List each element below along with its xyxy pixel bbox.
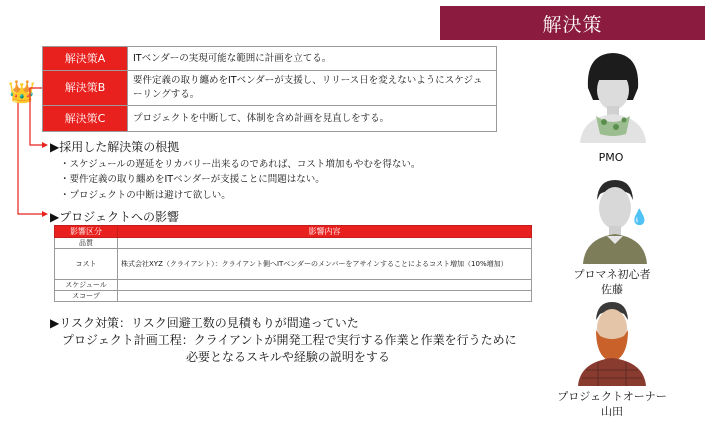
rationale-bullet-2: ・要件定義の取り纏めをITベンダーが支援ことに問題はない。 xyxy=(60,174,325,185)
crown-icon: 👑 xyxy=(8,80,36,105)
risk-line-3: 必要となるスキルや経験の説明をする xyxy=(186,350,390,364)
impact-content: 株式会社XYZ（クライアント）：クライアント側へITベンダーのメンバーをアサインすることによるコスト増加（10%増加） xyxy=(118,249,532,280)
yamada-name-text: プロジェクトオーナー 山田 xyxy=(557,390,667,418)
solution-text-c: プロジェクトを中断して、体制を含め計画を見直しをする。 xyxy=(128,106,497,132)
impact-category: コスト xyxy=(55,249,118,280)
yamada-name xyxy=(547,389,677,419)
pmo-avatar xyxy=(578,48,648,143)
solution-label-a: 解決策A xyxy=(43,47,128,71)
impact-header-content: 影響内容 xyxy=(118,226,532,238)
impact-content xyxy=(118,291,532,302)
rationale-bullet-1: ・スケジュールの遅延をリカバリー出来るのであれば、コスト増加もやむを得ない。 xyxy=(60,159,421,170)
impact-category: スケジュール xyxy=(55,280,118,291)
impact-category: スコープ xyxy=(55,291,118,302)
arrowhead-impact xyxy=(42,211,48,217)
risk-line-2: プロジェクト計画工程：クライアントが開発工程で実行する作業と作業を行うために xyxy=(62,333,517,347)
solution-text-a: ITベンダーの実現可能な範囲に計画を立てる。 xyxy=(128,47,497,71)
sato-name xyxy=(547,267,677,297)
sato-name-text: プロマネ初心者 佐藤 xyxy=(573,268,651,296)
solution-label-c: 解決策C xyxy=(43,106,128,132)
impact-header-row xyxy=(55,226,532,238)
rationale-bullet-3: ・プロジェクトの中断は避けて欲しい。 xyxy=(60,190,231,201)
impact-title: ▶プロジェクトへの影響 xyxy=(50,210,179,224)
risk-line-1: ▶リスク対策：リスク回避工数の見積もりが間違っていた xyxy=(50,316,359,330)
impact-row xyxy=(55,249,532,280)
solution-text-b: 要件定義の取り纏めをITベンダーが支援し、リリース日を変えないようにスケジューリングする。 xyxy=(128,71,497,106)
impact-header-category: 影響区分 xyxy=(55,226,118,238)
impact-content xyxy=(118,280,532,291)
impact-row xyxy=(55,291,532,302)
rationale-title: ▶採用した解決策の根拠 xyxy=(50,140,180,154)
impact-content xyxy=(118,238,532,249)
section-title: 解決策 xyxy=(542,13,603,36)
impact-row xyxy=(55,280,532,291)
solution-label-b: 解決策B xyxy=(43,71,128,106)
connector-solutions-to-rationale xyxy=(30,88,44,145)
connector-crown-to-impact xyxy=(18,103,44,214)
impact-table xyxy=(54,225,532,302)
arrowhead-rationale xyxy=(42,142,48,148)
impact-category: 品質 xyxy=(55,238,118,249)
pmo-name: PMO xyxy=(598,151,624,164)
yamada-avatar xyxy=(574,300,650,386)
impact-row xyxy=(55,238,532,249)
sweat-drop-icon: 💧 xyxy=(630,208,649,226)
